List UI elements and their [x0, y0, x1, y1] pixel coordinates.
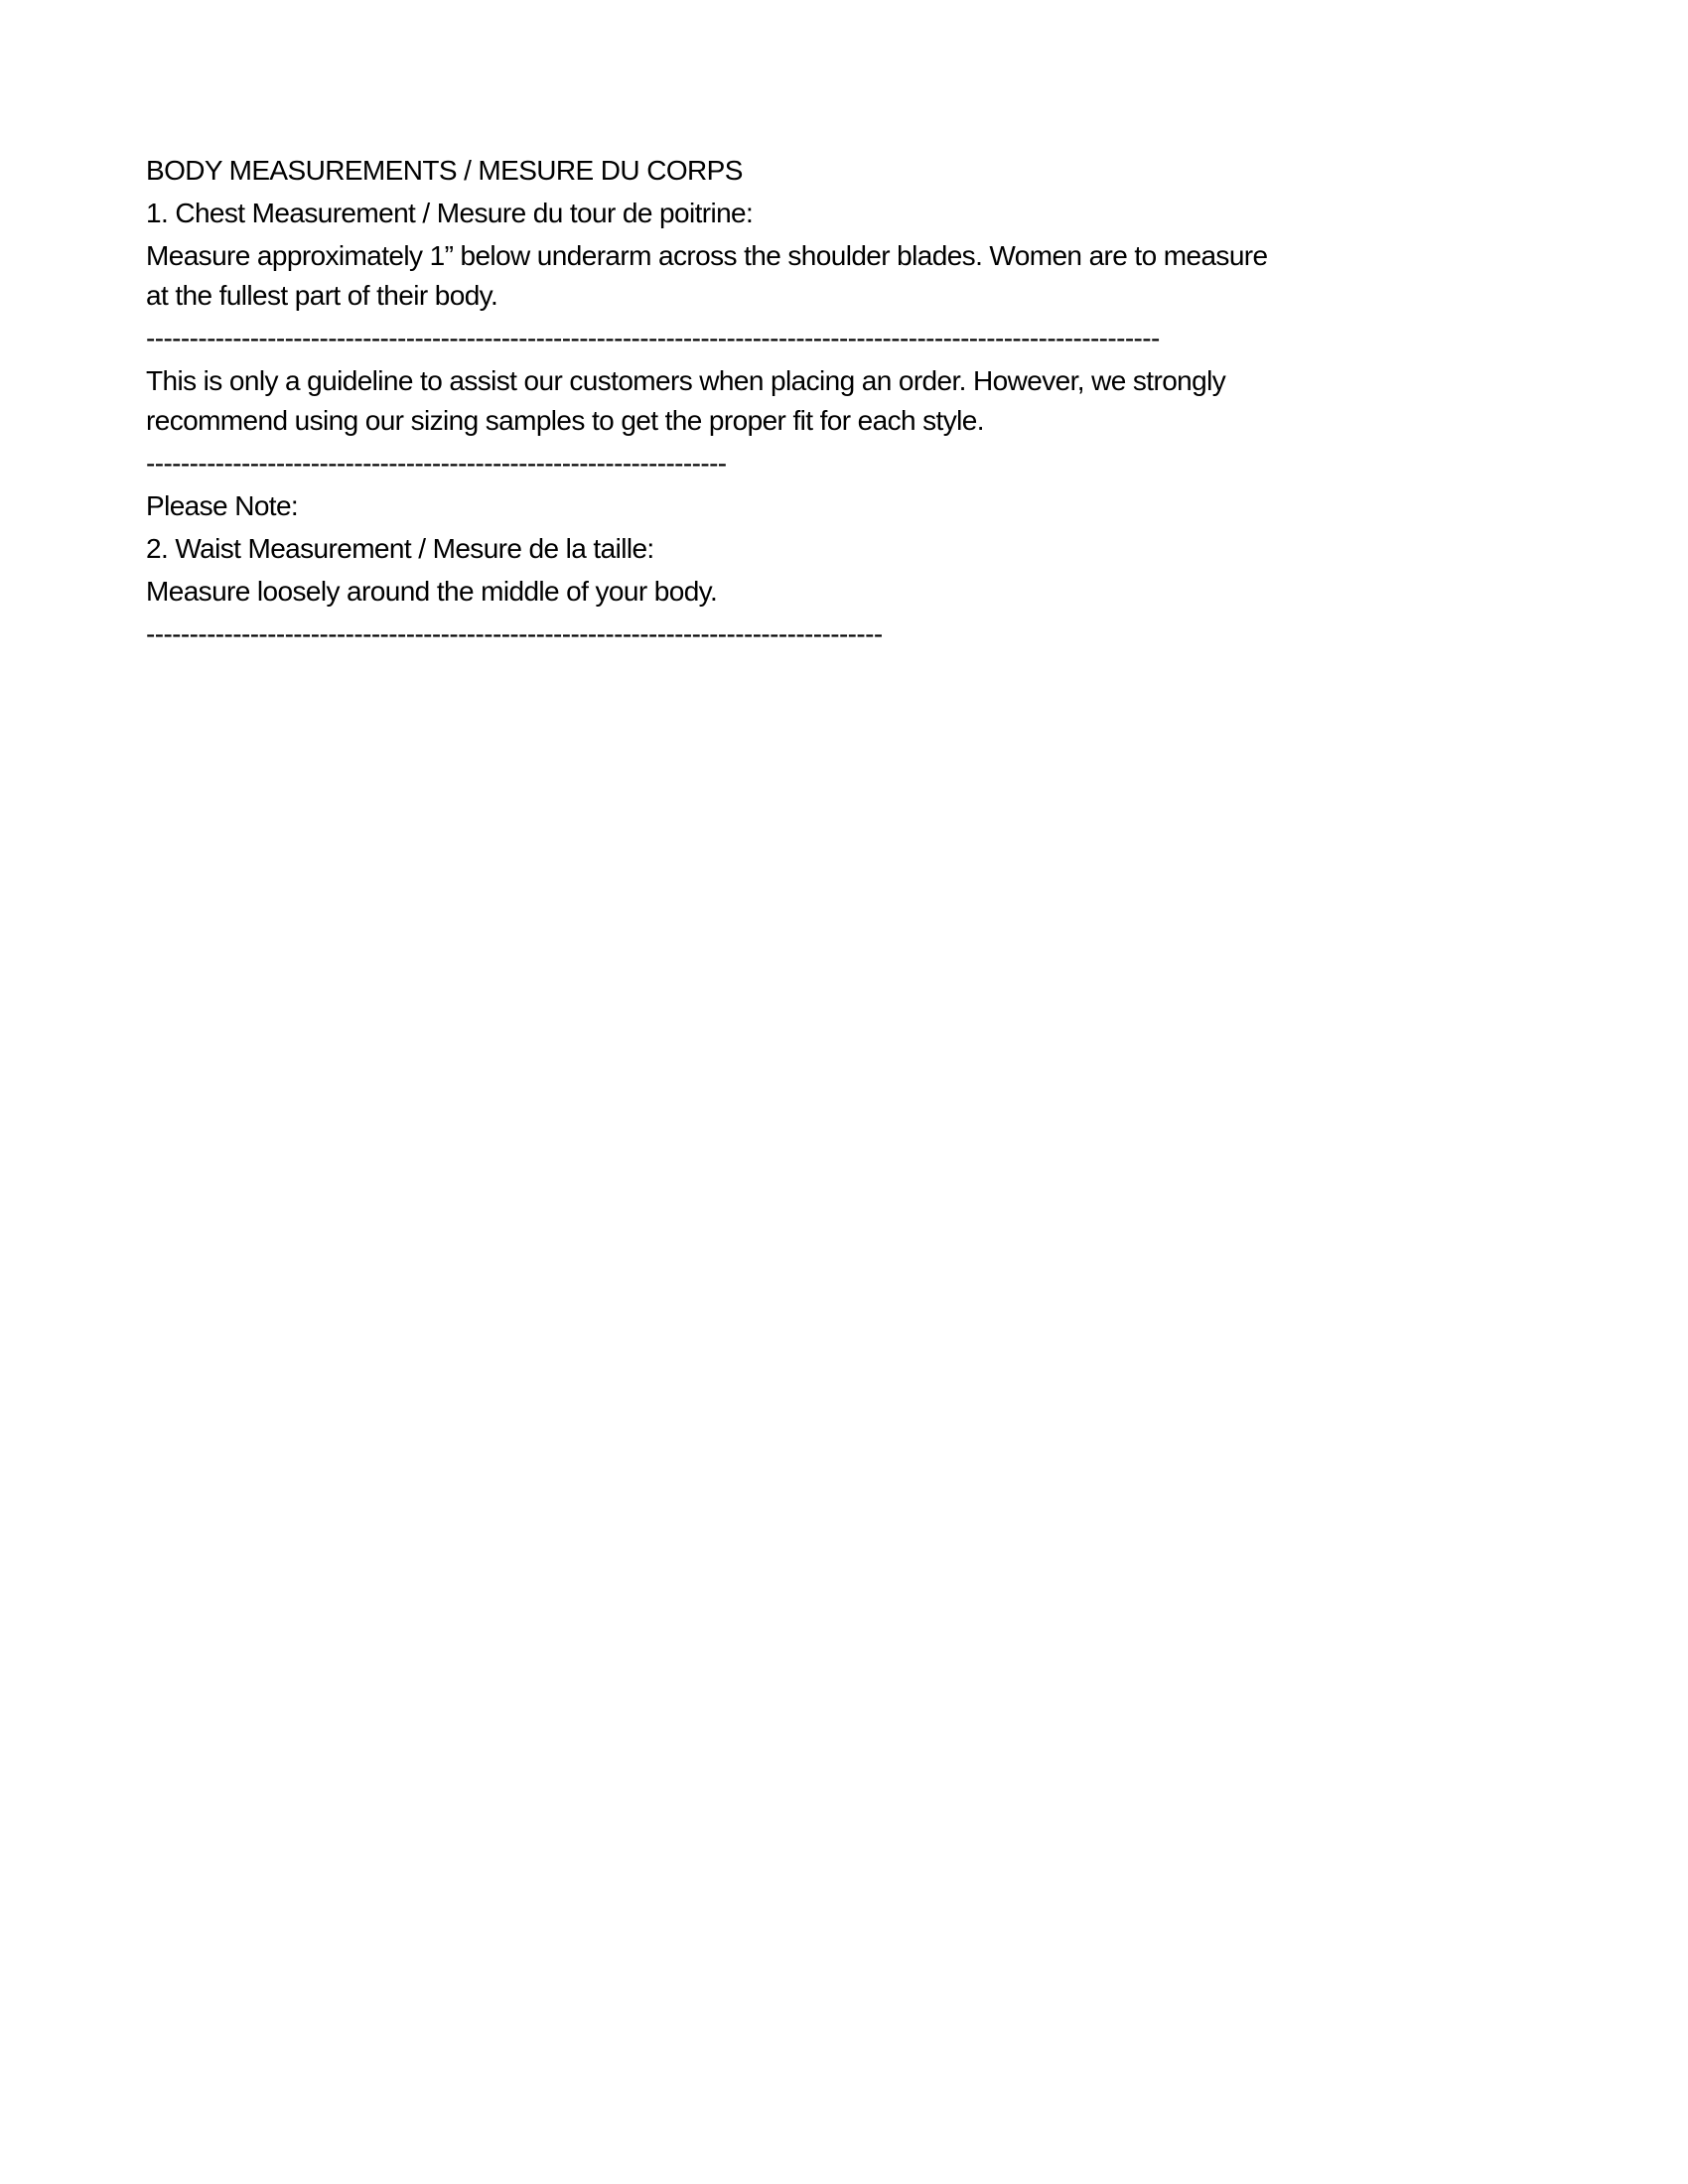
divider-medium: -------------------------------------------------------------------------------------: [146, 618, 883, 649]
please-note-label: Please Note:: [146, 490, 299, 521]
chest-measurement-instructions: [146, 236, 1628, 316]
divider-long: ---------------------------------------------------------------------------------------------------------------------: [146, 323, 1160, 353]
divider-medium-paragraph: [146, 614, 1628, 654]
chest-measurement-label: 1. Chest Measurement / Mesure du tour de poitrine:: [146, 198, 754, 228]
guideline-line-1: This is only a guideline to assist our customers when placing an order. However, we strongly: [146, 365, 1226, 396]
waist-instruction-line: Measure loosely around the middle of your body.: [146, 576, 718, 607]
guideline-line-2: recommend using our sizing samples to get the proper fit for each style.: [146, 405, 984, 436]
chest-measurement-label-paragraph: [146, 194, 1628, 233]
waist-measurement-label: 2. Waist Measurement / Mesure de la taille:: [146, 533, 654, 564]
document-heading: BODY MEASUREMENTS / MESURE DU CORPS: [146, 155, 743, 186]
chest-instruction-line-2: at the fullest part of their body.: [146, 280, 498, 311]
please-note-paragraph: [146, 486, 1628, 526]
document-body: [146, 151, 1628, 654]
guideline-note: [146, 361, 1628, 441]
divider-long-paragraph: [146, 319, 1628, 358]
chest-instruction-line-1: Measure approximately 1” below underarm across the shoulder blades. Women are to measure: [146, 240, 1268, 271]
document-heading-paragraph: [146, 151, 1628, 191]
waist-measurement-label-paragraph: [146, 529, 1628, 569]
waist-measurement-instructions: [146, 572, 1628, 612]
divider-short-paragraph: [146, 444, 1628, 483]
divider-short: -------------------------------------------------------------------: [146, 448, 727, 478]
